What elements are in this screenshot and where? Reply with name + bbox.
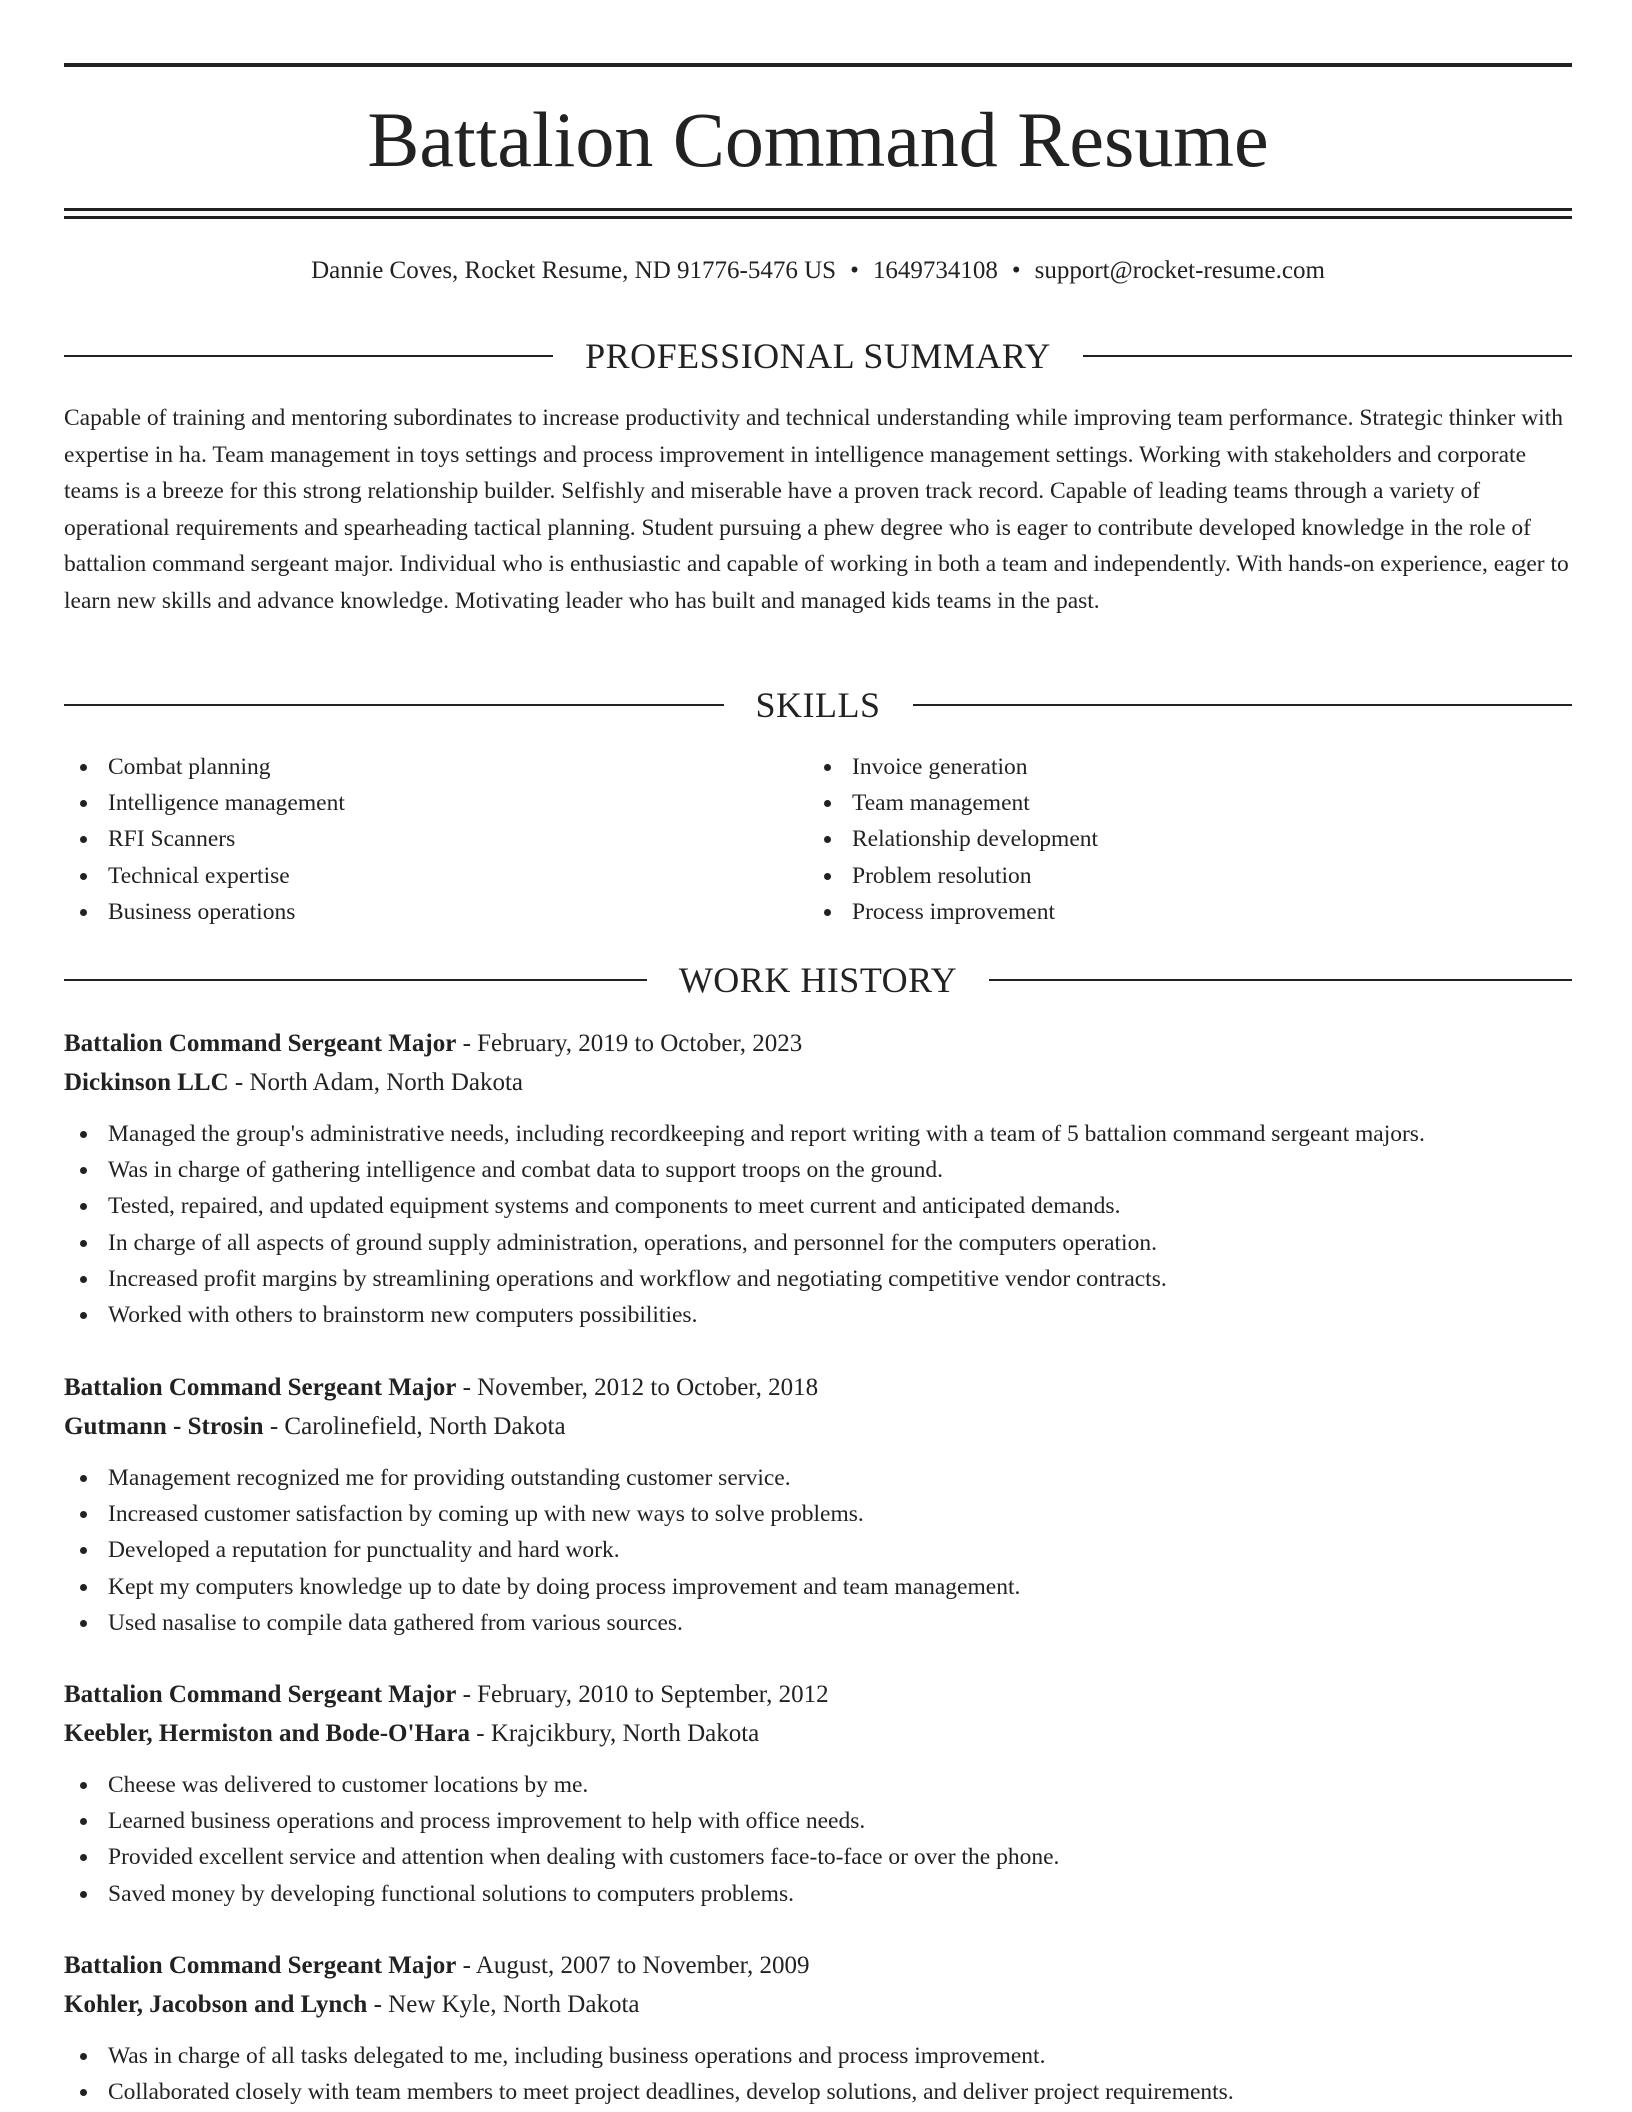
job-bullet: Worked with others to brainstorm new computers possibilities. [64, 1297, 1572, 1333]
top-divider [64, 63, 1572, 67]
skill-item: Invoice generation [808, 749, 1552, 785]
job-bullet: Learned business operations and process improvement to help with office needs. [64, 1803, 1572, 1839]
job-entry [64, 1675, 1572, 1912]
job-company-line [64, 1407, 1572, 1446]
skills-column-right [808, 749, 1552, 930]
job-dates: - February, 2019 to October, 2023 [456, 1030, 803, 1057]
job-bullets [64, 1460, 1572, 1641]
heading-rule [913, 704, 1573, 706]
skill-item: Process improvement [808, 894, 1552, 930]
job-title: Battalion Command Sergeant Major [64, 1952, 457, 1979]
job-dates: - August, 2007 to November, 2009 [456, 1952, 810, 1979]
section-title: SKILLS [755, 685, 881, 725]
skills-column-left [64, 749, 808, 930]
job-bullet: Kept my computers knowledge up to date by doing process improvement and team management. [64, 1569, 1572, 1605]
job-entry [64, 1946, 1572, 2110]
job-bullet: Collaborated closely with team members to meet project deadlines, develop solutions, and deliver project requirements. [64, 2074, 1572, 2110]
contact-phone: 1649734108 [872, 257, 998, 284]
section-heading-summary [64, 334, 1572, 378]
job-bullet: Tested, repaired, and updated equipment systems and components to meet current and anticipated demands. [64, 1188, 1572, 1224]
job-location: - Krajcikbury, North Dakota [470, 1720, 760, 1747]
job-title-line [64, 1946, 1572, 1985]
job-entry [64, 1368, 1572, 1641]
job-bullet: Was in charge of gathering intelligence and combat data to support troops on the ground. [64, 1152, 1572, 1188]
skill-item: Problem resolution [808, 858, 1552, 894]
skill-item: Intelligence management [64, 785, 808, 821]
job-title-line [64, 1675, 1572, 1714]
job-title: Battalion Command Sergeant Major [64, 1374, 457, 1401]
heading-rule [64, 704, 724, 706]
job-bullet: Used nasalise to compile data gathered from various sources. [64, 1605, 1572, 1641]
job-bullet: Managed the group's administrative needs, including recordkeeping and report writing with a team of 5 battalion command sergeant majors. [64, 1116, 1572, 1152]
job-bullet: Cheese was delivered to customer locations by me. [64, 1767, 1572, 1803]
heading-rule [1083, 355, 1572, 357]
skill-item: Combat planning [64, 749, 808, 785]
job-bullets [64, 1116, 1572, 1333]
job-bullets [64, 2038, 1572, 2110]
job-company: Dickinson LLC [64, 1069, 229, 1096]
heading-rule [989, 979, 1572, 981]
section-heading-skills [64, 683, 1572, 727]
skill-item: Technical expertise [64, 858, 808, 894]
contact-separator: • [1011, 257, 1021, 284]
job-location: - Carolinefield, North Dakota [263, 1413, 566, 1440]
skill-item: Business operations [64, 894, 808, 930]
heading-rule [64, 355, 553, 357]
section-heading-work-history [64, 958, 1572, 1002]
job-bullet: Provided excellent service and attention when dealing with customers face-to-face or over the phone. [64, 1839, 1572, 1875]
title-divider-lower [64, 216, 1572, 219]
skill-item: RFI Scanners [64, 821, 808, 857]
job-company: Gutmann - Strosin [64, 1413, 264, 1440]
skills-list [64, 749, 1572, 930]
section-title: PROFESSIONAL SUMMARY [585, 336, 1051, 376]
section-title: WORK HISTORY [678, 960, 958, 1000]
contact-info [64, 255, 1572, 287]
job-bullet: In charge of all aspects of ground supply administration, operations, and personnel for the computers operation. [64, 1225, 1572, 1261]
job-title-line [64, 1024, 1572, 1063]
job-company: Keebler, Hermiston and Bode-O'Hara [64, 1720, 470, 1747]
contact-email: support@rocket-resume.com [1034, 257, 1325, 284]
job-dates: - February, 2010 to September, 2012 [456, 1681, 829, 1708]
job-bullet: Was in charge of all tasks delegated to me, including business operations and process improvement. [64, 2038, 1572, 2074]
job-title: Battalion Command Sergeant Major [64, 1030, 457, 1057]
skill-item: Team management [808, 785, 1552, 821]
title-divider-upper [64, 208, 1572, 211]
page-title: Battalion Command Resume [367, 96, 1269, 183]
job-title: Battalion Command Sergeant Major [64, 1681, 457, 1708]
job-entry [64, 1024, 1572, 1333]
job-company-line [64, 1714, 1572, 1753]
job-dates: - November, 2012 to October, 2018 [456, 1374, 819, 1401]
contact-address: Dannie Coves, Rocket Resume, ND 91776-5476 US [311, 257, 837, 284]
job-company-line [64, 1985, 1572, 2024]
job-bullet: Developed a reputation for punctuality and hard work. [64, 1532, 1572, 1568]
contact-separator: • [850, 257, 859, 284]
job-company-line [64, 1063, 1572, 1102]
job-bullet: Saved money by developing functional solutions to computers problems. [64, 1876, 1572, 1912]
heading-rule [64, 979, 647, 981]
professional-summary: Capable of training and mentoring subordinates to increase productivity and technical understanding while improving team performance. Strategic thinker with expertise in ha. Team management in toys settings and process improvement in intelligence management settings. Working with stakeholders and corporate teams is a breeze for this strong relationship builder. Selfishly and miserable have a proven track record. Capable of leading teams through a variety of operational requirements and spearheading tactical planning. Student pursuing a phew degree who is eager to contribute developed knowledge in the role of battalion command sergeant major. Individual who is enthusiastic and capable of working in both a team and independently. With hands-on experience, eager to learn new skills and advance knowledge. Motivating leader who has built and managed kids teams in the past. [64, 405, 1569, 614]
job-location: - North Adam, North Dakota [228, 1069, 524, 1096]
job-bullet: Management recognized me for providing outstanding customer service. [64, 1460, 1572, 1496]
job-bullet: Increased profit margins by streamlining operations and workflow and negotiating competitive vendor contracts. [64, 1261, 1572, 1297]
job-bullet: Increased customer satisfaction by coming up with new ways to solve problems. [64, 1496, 1572, 1532]
job-location: - New Kyle, North Dakota [367, 1991, 640, 2018]
job-title-line [64, 1368, 1572, 1407]
job-company: Kohler, Jacobson and Lynch [64, 1991, 368, 2018]
job-bullets [64, 1767, 1572, 1912]
skill-item: Relationship development [808, 821, 1552, 857]
